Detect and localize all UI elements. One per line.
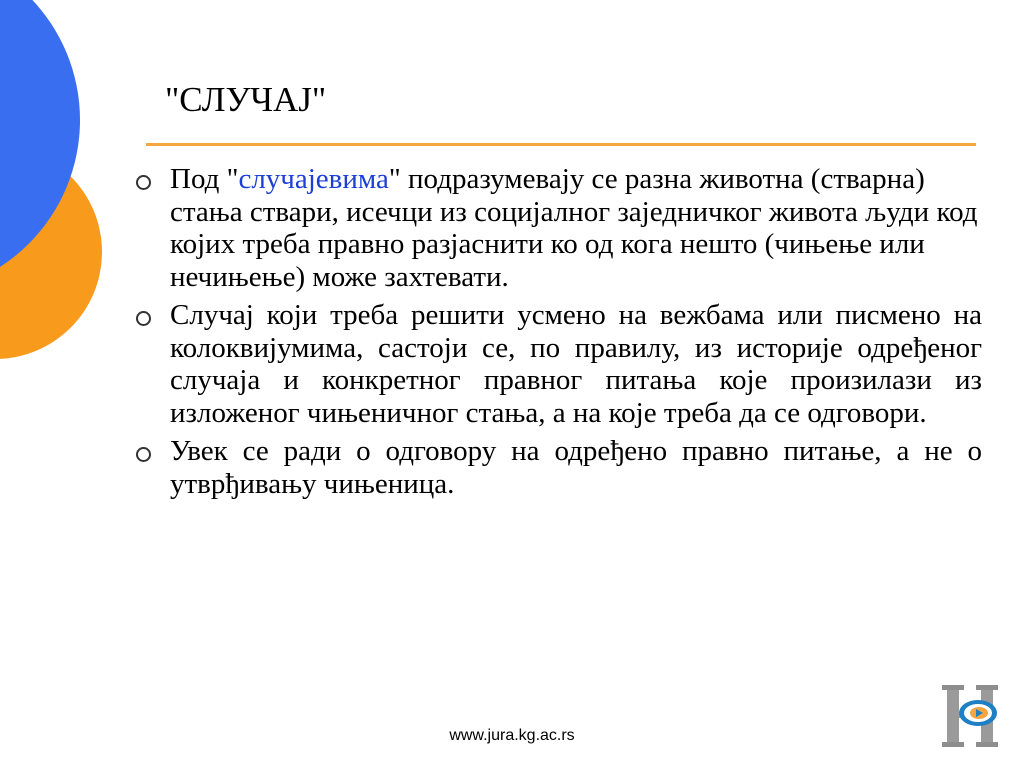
bullet-1-text-end: " подразумевају се разна животна (стварна) стања ствари, исечци из социјалног заједничког живота људи код којих треба правно разјаснити ко од кога нешто (чињење или нечињење) може захтевати. <box>170 163 978 293</box>
bullet-circle-icon <box>136 447 151 462</box>
bullet-item-3 <box>132 435 982 500</box>
corner-decoration <box>0 0 110 380</box>
bullet-circle-icon <box>136 175 151 190</box>
bullet-1-highlight: случајевима <box>238 163 389 195</box>
bullet-3-text: Увек се ради о одговору на одређено правно питање, а не о утврђивању чињеница. <box>170 435 982 500</box>
bullet-2-text: Случај који треба решити усмено на вежбама или писмено на колоквијумима, састоји се, по правилу, из историје одређеног случаја и конкретног правног питања које произилази из изложеног чињеничног стања, а на које треба да се одговори. <box>170 299 982 429</box>
slide-title: "СЛУЧАЈ" <box>165 80 327 119</box>
footer-url: www.jura.kg.ac.rs <box>449 727 575 744</box>
title-underline <box>146 143 976 146</box>
bullet-item-1 <box>132 163 982 293</box>
faculty-logo-icon <box>938 683 1002 749</box>
bullet-circle-icon <box>136 311 151 326</box>
bullet-1-text-start: Под " <box>170 163 239 195</box>
bullet-list <box>132 163 982 506</box>
bullet-item-2 <box>132 299 982 429</box>
